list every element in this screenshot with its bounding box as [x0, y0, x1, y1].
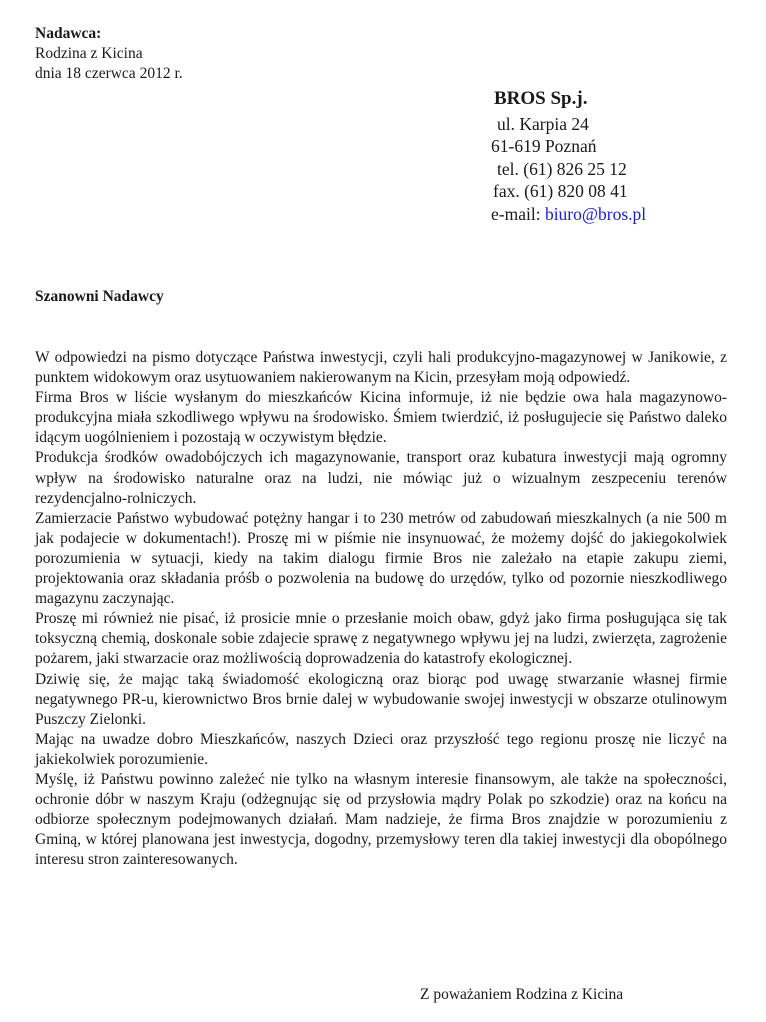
body-paragraph: W odpowiedzi na pismo dotyczące Państwa inwestycji, czyli hali produkcyjno-magazynowej w Janikowie, z punktem widokowym oraz usytuowaniem nakierowanym na Kicin, przesyłam moją odpowiedź. [35, 349, 727, 387]
body-paragraph: Myślę, iż Państwu powinno zależeć nie tylko na własnym interesie finansowym, ale także na społeczności, ochronie dóbr w naszym Kraju (odżegnując się od przysłowia mądry Polak po szkodzie) oraz na końcu na odbiorze społecznym podejmowanych działań. Mam nadzieje, że firma Bros znajdzie w porozumieniu z Gminą, w której planowana jest inwestycja, dogodny, przemysłowy teren dla takiej inwestycji dla obopólnego interesu stron zainteresowanych. [35, 770, 727, 869]
body-paragraph: Dziwię się, że mając taką świadomość ekologiczną oraz biorąc pod uwagę stwarzanie własnej firmie negatywnego PR-u, kierownictwo Bros brnie dalej w wybudowanie swojej inwestycji w obszarze otulinowym Puszczy Zielonki. [35, 670, 727, 728]
closing-signature: Z poważaniem Rodzina z Kicina [420, 986, 624, 1003]
body-paragraph: Firma Bros w liście wysłanym do mieszkańców Kicina informuje, iż nie będzie owa hala magazynowo-produkcyjna miała szkodliwego wpływu na środowisko. Śmiem twierdzić, iż posługujecie się Państwo daleko idącym uogólnieniem i pozostają w oczywistym błędzie. [35, 389, 727, 447]
recipient-block [491, 88, 646, 225]
recipient-fax: fax. (61) 820 08 41 [493, 181, 628, 201]
salutation: Szanowni Nadawcy [35, 288, 164, 305]
body-paragraph: Mając na uwadze dobro Mieszkańców, naszych Dzieci oraz przyszłość tego regionu proszę nie liczyć na jakiekolwiek porozumienie. [35, 730, 727, 768]
sender-name: Rodzina z Kicina [35, 45, 143, 62]
sender-label: Nadawca: [35, 25, 102, 42]
email-link[interactable]: biuro@bros.pl [544, 203, 647, 224]
recipient-company: BROS Sp.j. [494, 88, 588, 109]
letter-date: dnia 18 czerwca 2012 r. [35, 65, 183, 82]
body-paragraph: Proszę mi również nie pisać, iż prosicie mnie o przesłanie moich obaw, gdyż jako firma posługująca się tak toksyczną chemią, doskonale sobie zdajecie sprawę z negatywnego wpływu jej na ludzi, zwierzęta, zagrożenie pożarem, jaki stwarzacie oraz możliwością doprowadzenia do katastrofy ekologicznej. [35, 610, 727, 668]
recipient-phone: tel. (61) 826 25 12 [497, 158, 627, 179]
body-paragraph: Zamierzacie Państwo wybudować potężny hangar i to 230 metrów od zabudowań mieszkalnych (a nie 500 m jak podajecie w dokumentach!). Proszę mi w piśmie nie insynuować, że możemy dojść do jakiegokolwiek porozumienia w sytuacji, kiedy na takim dialogu firmie Bros nie zależało na etapie zakupu ziemi, projektowania oraz składania próśb o pozwolenia na budowę do urzędów, tylko od pozornie nieszkodliwego magazynu zaczynając. [35, 509, 727, 608]
sender-block [35, 24, 183, 84]
recipient-city: 61-619 Poznań [491, 136, 597, 156]
email-label: e-mail: [491, 203, 545, 224]
letter-body [35, 348, 727, 870]
body-paragraph: Produkcja środków owadobójczych ich magazynowanie, transport oraz kubatura inwestycji mają ogromny wpływ na środowisko naturalne oraz na ludzi, nie mówiąc już o wizualnym zeszpeceniu terenów rezydencjalno-rolniczych. [35, 449, 727, 507]
recipient-email-line [491, 203, 646, 226]
recipient-street: ul. Karpia 24 [497, 113, 589, 134]
